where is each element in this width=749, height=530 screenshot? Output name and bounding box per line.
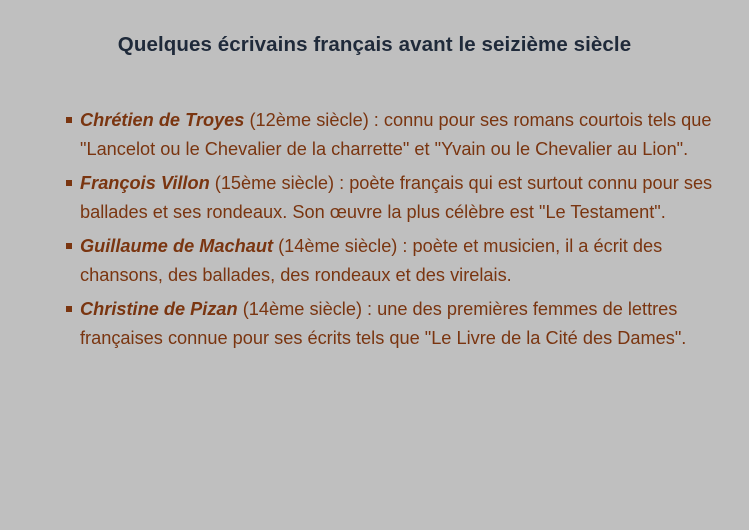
writer-name: Guillaume de Machaut <box>80 236 274 256</box>
square-bullet-icon <box>66 243 72 249</box>
writer-description: (14ème siècle) : poète et musicien, il a écrit des chansons, des ballades, des rondeaux et des virelais. <box>80 236 663 285</box>
square-bullet-icon <box>66 117 72 123</box>
writer-description: (14ème siècle) : une des premières femmes de lettres françaises connue pour ses écrits tels que "Le Livre de la Cité des Dames". <box>80 299 687 348</box>
writer-description: (12ème siècle) : connu pour ses romans courtois tels que "Lancelot ou le Chevalier de la charrette" et "Yvain ou le Chevalier au Lion". <box>80 110 712 159</box>
square-bullet-icon <box>66 180 72 186</box>
writer-description: (15ème siècle) : poète français qui est surtout connu pour ses ballades et ses rondeaux. Son œuvre la plus célèbre est "Le Testament". <box>80 173 713 222</box>
writer-item-machaut <box>64 232 734 289</box>
writer-item-chretien <box>64 106 734 163</box>
writer-item-villon <box>64 169 734 226</box>
writer-name: Christine de Pizan <box>80 299 238 319</box>
square-bullet-icon <box>66 306 72 312</box>
writer-list <box>64 106 734 358</box>
writer-name: François Villon <box>80 173 210 193</box>
writer-name: Chrétien de Troyes <box>80 110 245 130</box>
slide-title: Quelques écrivains français avant le seizième siècle <box>117 33 632 56</box>
writer-item-pizan <box>64 295 734 352</box>
